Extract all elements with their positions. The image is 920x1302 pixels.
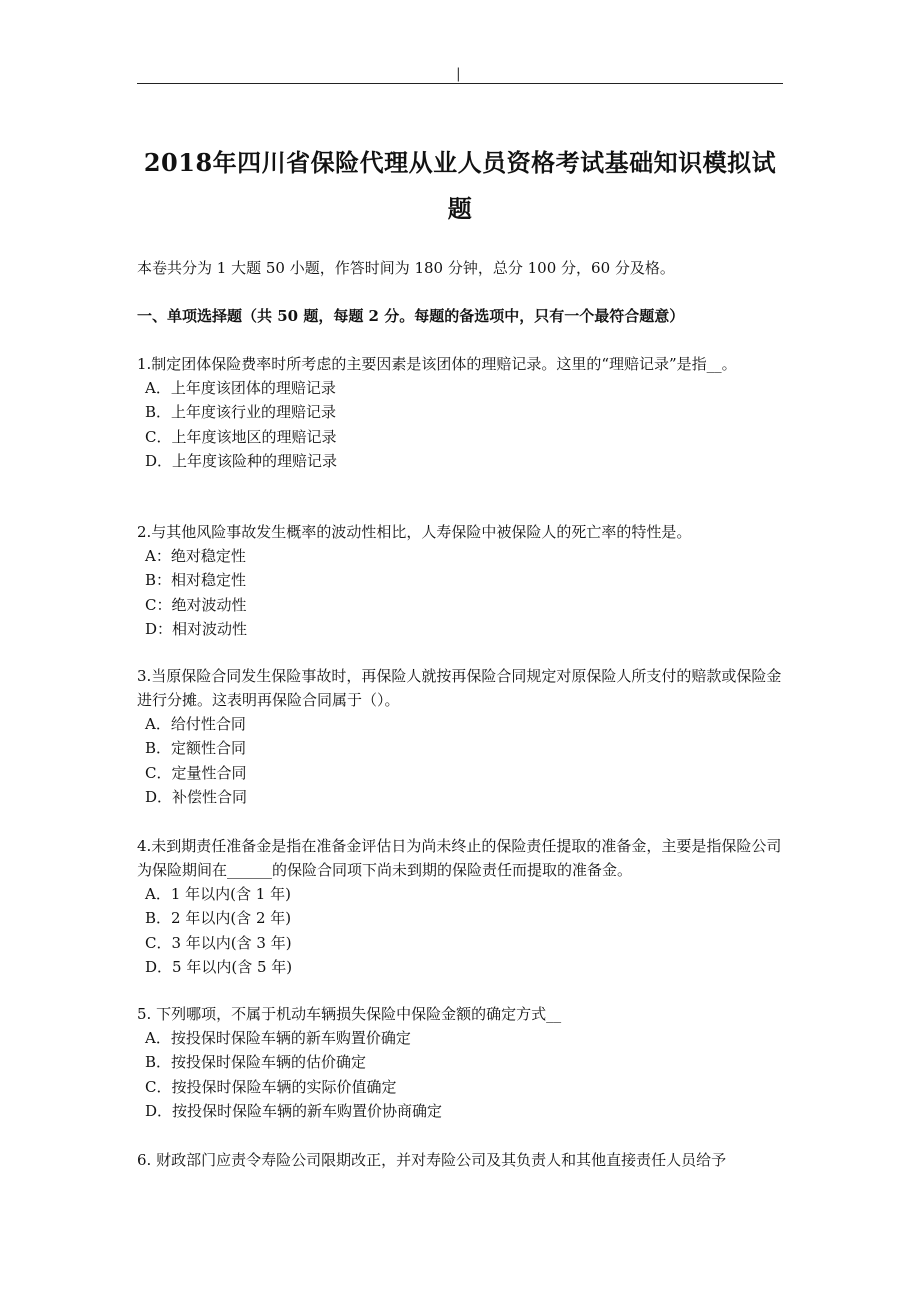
option-b: B．上年度该行业的理赔记录 [145,403,337,422]
question-2 [137,520,783,641]
question-3 [137,664,783,809]
question-stem: 4.未到期责任准备金是指在准备金评估日为尚未终止的保险责任提取的准备金，主要是指保险公司为保险期间在______的保险合同项下尚未到期的保险责任而提取的准备金。 [137,837,782,879]
question-stem: 3.当原保险合同发生保险事故时，再保险人就按再保险合同规定对原保险人所支付的赔款或保险金进行分摊。这表明再保险合同属于（）。 [137,667,782,709]
section-heading: 一、单项选择题（共 50 题，每题 2 分。每题的备选项中，只有一个最符合题意） [137,307,685,325]
option-d: D．按投保时保险车辆的新车购置价协商确定 [145,1101,443,1120]
option-a: A．上年度该团体的理赔记录 [145,379,336,397]
document-title: 2018年四川省保险代理从业人员资格考试基础知识模拟试题 [143,148,777,223]
option-b: B．定额性合同 [145,739,247,758]
option-c: C．3 年以内(含 3 年) [145,933,292,952]
question-5 [137,1002,783,1123]
option-d: D：相对波动性 [145,619,248,638]
option-b: B．按投保时保险车辆的估价确定 [145,1053,367,1072]
option-b: B．2 年以内(含 2 年) [145,909,292,928]
question-stem: 1.制定团体保险费率时所考虑的主要因素是该团体的理赔记录。这里的“理赔记录”是指__。 [137,355,737,373]
question-6 [137,1148,783,1172]
header-divider [137,83,783,84]
option-d: D．上年度该险种的理赔记录 [145,451,338,470]
question-1 [137,352,783,473]
option-a: A．1 年以内(含 1 年) [145,885,291,903]
option-a: A：绝对稳定性 [145,547,246,565]
option-a: A．给付性合同 [145,715,246,733]
exam-intro: 本卷共分为 1 大题 50 小题，作答时间为 180 分钟，总分 100 分，60 分及格。 [137,259,675,277]
question-4 [137,834,783,979]
option-c: C．按投保时保险车辆的实际价值确定 [145,1077,397,1096]
option-c: C．上年度该地区的理赔记录 [145,427,337,446]
question-stem: 2.与其他风险事故发生概率的波动性相比，人寿保险中被保险人的死亡率的特性是。 [137,523,692,541]
question-stem: 6. 财政部门应责令寿险公司限期改正，并对寿险公司及其负责人和其他直接责任人员给予 [137,1151,727,1169]
header-mark: | [456,66,461,82]
option-c: C：绝对波动性 [145,595,247,614]
option-d: D．补偿性合同 [145,787,248,806]
option-d: D．5 年以内(含 5 年) [145,957,293,976]
option-a: A．按投保时保险车辆的新车购置价确定 [145,1029,411,1047]
option-c: C．定量性合同 [145,763,247,782]
question-stem: 5. 下列哪项，不属于机动车辆损失保险中保险金额的确定方式__ [137,1005,562,1023]
option-b: B：相对稳定性 [145,571,247,590]
